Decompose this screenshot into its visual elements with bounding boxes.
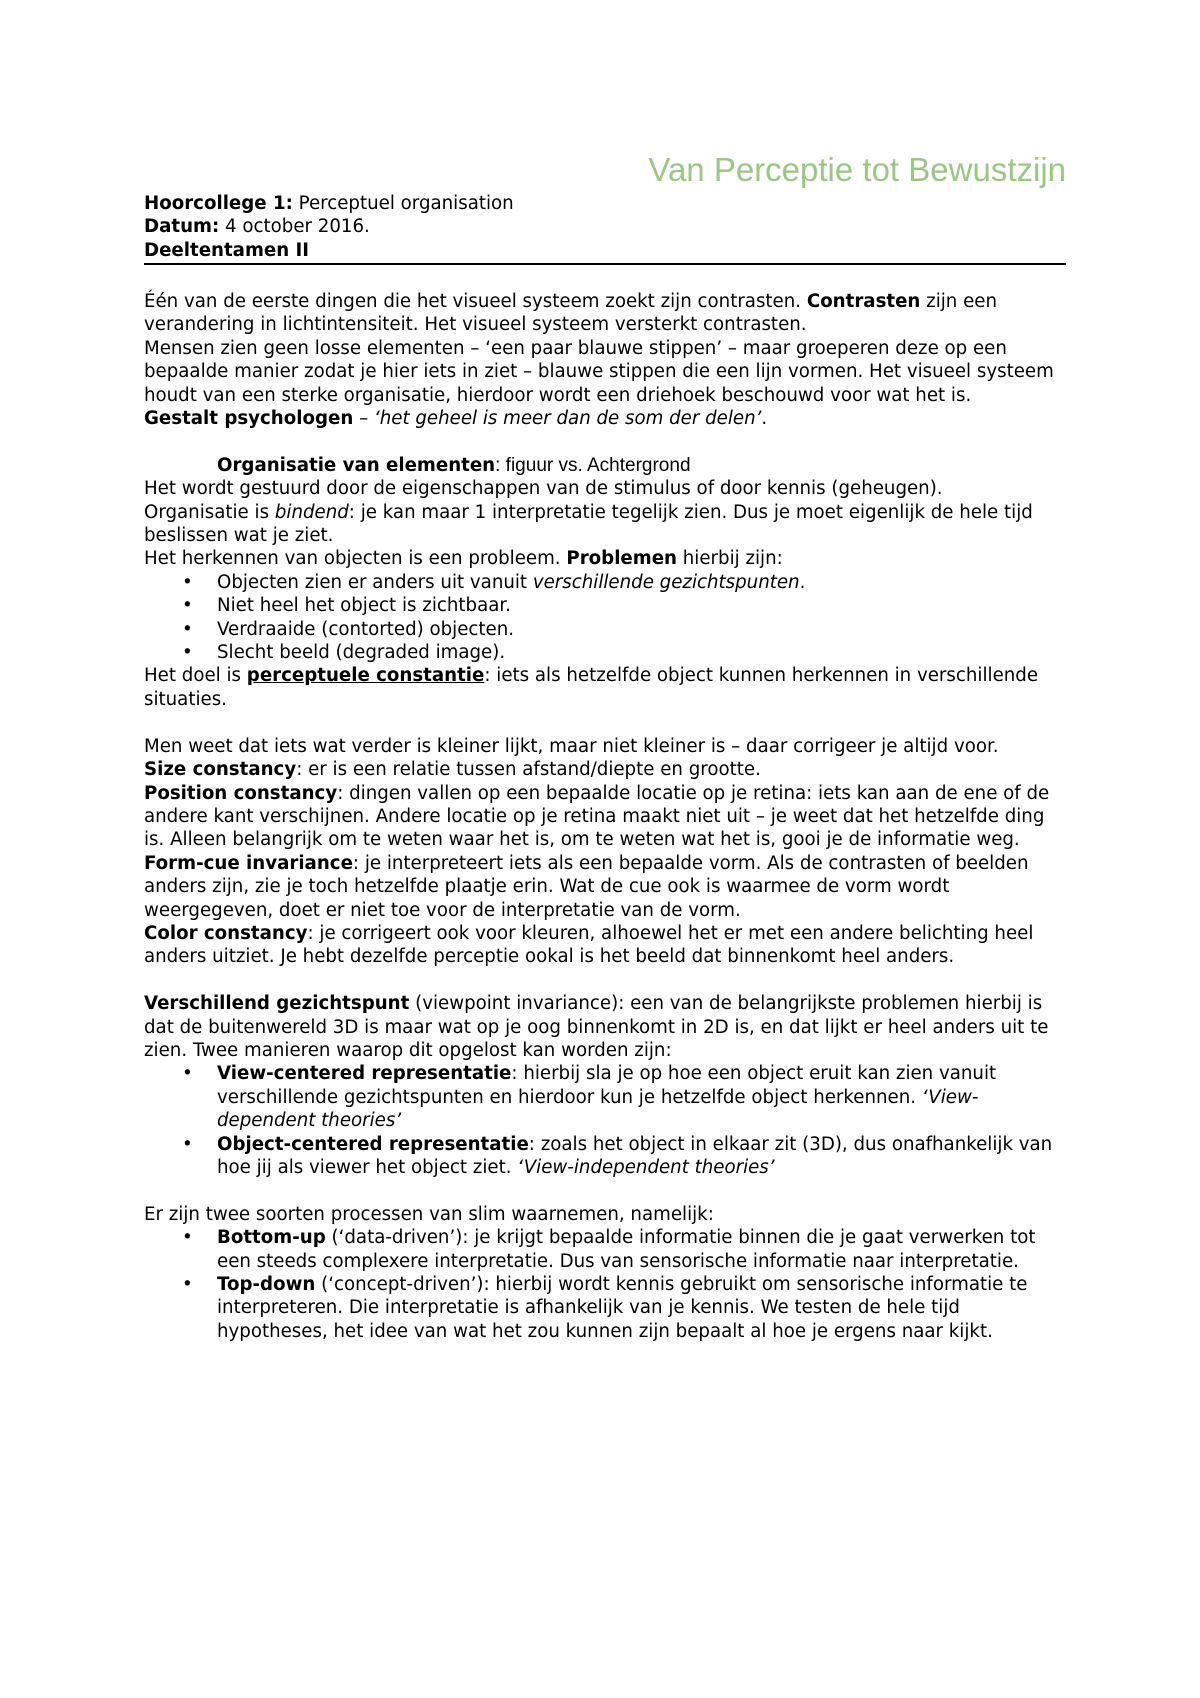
text-run: (‘data-driven’): je krijgt bepaalde informatie binnen die je gaat verwerken tot een steeds complexere interpretatie. Dus van sensorische informatie naar interpretatie.: [217, 1227, 1036, 1272]
quote-gestalt: ‘het geheel is meer dan de som der delen’: [373, 408, 762, 430]
list-problemen: [144, 571, 1066, 665]
text-run: : je corrigeert ook voor kleuren, alhoewel het er met een andere belichting heel anders uitziet. Je hebt dezelfde perceptie ookal is het beeld dat binnenkomt heel anders.: [144, 922, 1034, 968]
text-run: : je kan maar 1 interpretatie tegelijk zien. Dus je moet eigenlijk de hele tijd beslissen wat je ziet.: [144, 501, 1033, 547]
paragraph-kleiner: Men weet dat iets wat verder is kleiner lijkt, maar niet kleiner is – daar corrigeer je altijd voor.: [144, 735, 999, 757]
list-item: [144, 1133, 1066, 1180]
text-run: (‘concept-driven’): hierbij wordt kennis gebruikt om sensorische informatie te interpreteren. Die interpretatie is afhankelijk van je kennis. We testen de hele tijd hypotheses, het idee van wat het zou kunnen zijn bepaalt al hoe je ergens naar kijkt.: [217, 1274, 1028, 1342]
text-run: zijn een verandering in lichtintensiteit. Het visueel systeem versterkt contrasten.: [144, 291, 998, 336]
spacer: [144, 1179, 1066, 1202]
bullet-icon: •: [182, 642, 193, 664]
spacer: [144, 969, 1066, 992]
section-heading-organisatie: [144, 454, 1066, 477]
part-line: [144, 239, 1066, 262]
paragraph-bindend: [144, 501, 1066, 548]
paragraph-position-constancy: [144, 782, 1066, 852]
text-run: : iets als hetzelfde object kunnen herkennen in verschillende situaties.: [144, 665, 1039, 710]
lecture-label: Hoorcollege 1:: [144, 193, 293, 214]
date-label: Datum:: [144, 216, 220, 238]
text-run: : hierbij sla je op hoe een object eruit kan zien vanuit verschillende gezichtspunten en hierdoor kun je hetzelfde object herkennen.: [217, 1063, 997, 1108]
text-run: Het herkennen van objecten is een probleem.: [144, 548, 567, 570]
paragraph-size-constancy: [144, 758, 1066, 781]
bullet-icon: •: [182, 618, 193, 640]
date-value: 4 october 2016.: [219, 216, 370, 238]
paragraph-gezichtspunt: [144, 992, 1066, 1062]
paragraph-color-constancy: [144, 922, 1066, 969]
document-title: Van Perceptie tot Bewustzijn: [648, 151, 1066, 188]
term-bottom-up: Bottom-up: [217, 1227, 326, 1249]
term-size-constancy: Size constancy: [144, 759, 297, 781]
list-item: [144, 641, 1066, 664]
paragraph-grouping: Mensen zien geen losse elementen – ‘een paar blauwe stippen’ – maar groeperen deze op een bepaalde manier zodat je hier iets in ziet – blauwe stippen die een lijn vormen. Het visueel systeem houdt van een sterke organisatie, hierdoor wordt een driehoek beschouwd voor wat het is.: [144, 337, 1054, 406]
text-run: Één van de eerste dingen die het visueel systeem zoekt zijn contrasten.: [144, 291, 807, 312]
paragraph-problemen: [144, 547, 1066, 570]
document-header: [144, 192, 1066, 265]
text-run: verschillende gezichtspunten: [532, 571, 800, 593]
text-run: : er is een relatie tussen afstand/diepte en grootte.: [296, 759, 761, 781]
text-run: hierbij zijn:: [677, 548, 783, 570]
spacer: [144, 430, 1066, 453]
text-run: (viewpoint invariance): een van de belangrijkste problemen hierbij is dat de buitenwereld 3D is maar wat op je oog binnenkomt in 2D is, en dat lijkt er heel anders uit te zien. Twee manieren waarop dit opgelost kan worden zijn:: [144, 993, 1049, 1061]
term-top-down: Top-down: [217, 1274, 316, 1295]
bullet-icon: •: [182, 1274, 193, 1295]
term-form-cue: Form-cue invariance: [144, 852, 353, 874]
term-position-constancy: Position constancy: [144, 782, 338, 804]
term-contrasten: Contrasten: [806, 291, 921, 312]
text-run: .: [761, 408, 768, 430]
list-item: [144, 1273, 1066, 1343]
date-line: [144, 215, 1066, 238]
list-item: [144, 594, 1066, 617]
text-run: Niet heel het object is zichtbaar.: [217, 595, 511, 617]
text-run: Slecht beeld (degraded image).: [217, 642, 506, 664]
lecture-line: [144, 192, 1066, 215]
term-gezichtspunt: Verschillend gezichtspunt: [144, 993, 410, 1015]
text-run: Organisatie is: [144, 501, 275, 523]
list-representaties: [144, 1062, 1066, 1179]
header-divider: [144, 263, 1066, 265]
bullet-icon: •: [182, 1133, 193, 1155]
bullet-icon: •: [182, 595, 193, 617]
text-run: .: [799, 571, 806, 593]
text-run: : je interpreteert iets als een bepaalde vorm. Als de contrasten of beelden anders zijn, zie je toch hetzelfde plaatje erin. Wat de cue ook is waarmee de vorm wordt weergegeven, doet er niet toe voor de interpretatie van de vorm.: [144, 852, 1029, 921]
list-item: [144, 1062, 1066, 1132]
bullet-icon: •: [182, 571, 193, 593]
paragraph-contrast: [144, 290, 1066, 337]
list-item: [144, 571, 1066, 594]
term-gestalt: Gestalt psychologen: [144, 408, 354, 430]
term-perceptuele-constantie: perceptuele constantie: [246, 665, 485, 687]
term-bindend: bindend: [274, 501, 349, 523]
text-run: : dingen vallen op een bepaalde locatie op je retina: iets kan aan de ene of de andere kant verschijnen. Andere locatie op je retina maakt niet uit – je weet dat het hetzelfde ding is. Alleen belangrijk om te weten waar het is, om te weten wat het is, gooi je de informatie weg.: [144, 782, 1050, 851]
document-body: [144, 290, 1066, 1343]
term-object-centered: Object-centered representatie: [217, 1133, 529, 1155]
text-run: ‘View-dependent theories’: [217, 1086, 979, 1132]
text-run: Objecten zien er anders uit vanuit: [217, 571, 533, 593]
spacer: [144, 711, 1066, 734]
term-organisatie: Organisatie van elementen: [217, 454, 496, 476]
bullet-icon: •: [182, 1227, 193, 1249]
lecture-value: Perceptuel organisation: [292, 193, 514, 214]
text-run: –: [353, 408, 374, 430]
term-problemen: Problemen: [566, 548, 677, 570]
term-view-centered: View-centered representatie: [217, 1063, 512, 1085]
term-color-constancy: Color constancy: [144, 922, 308, 944]
list-processen: [144, 1226, 1066, 1343]
paragraph-form-cue: [144, 852, 1066, 922]
text-run: Het doel is: [144, 665, 247, 687]
list-item: [144, 618, 1066, 641]
paragraph-doel: [144, 664, 1066, 711]
bullet-icon: •: [182, 1063, 193, 1085]
text-run: : zoals het object in elkaar zit (3D), dus onafhankelijk van hoe jij als viewer het object ziet.: [217, 1133, 1053, 1178]
part-label: Deeltentamen II: [144, 239, 310, 261]
text-run: Verdraaide (contorted) objecten.: [217, 618, 515, 640]
paragraph-processen: Er zijn twee soorten processen van slim waarnemen, namelijk:: [144, 1203, 714, 1225]
text-run: ‘View-independent theories’: [517, 1156, 775, 1178]
list-item: [144, 1226, 1066, 1273]
text-run: : figuur vs. Achtergrond: [495, 454, 691, 476]
paragraph-stimulus: Het wordt gestuurd door de eigenschappen van de stimulus of door kennis (geheugen).: [144, 478, 943, 500]
paragraph-gestalt: [144, 407, 1066, 430]
